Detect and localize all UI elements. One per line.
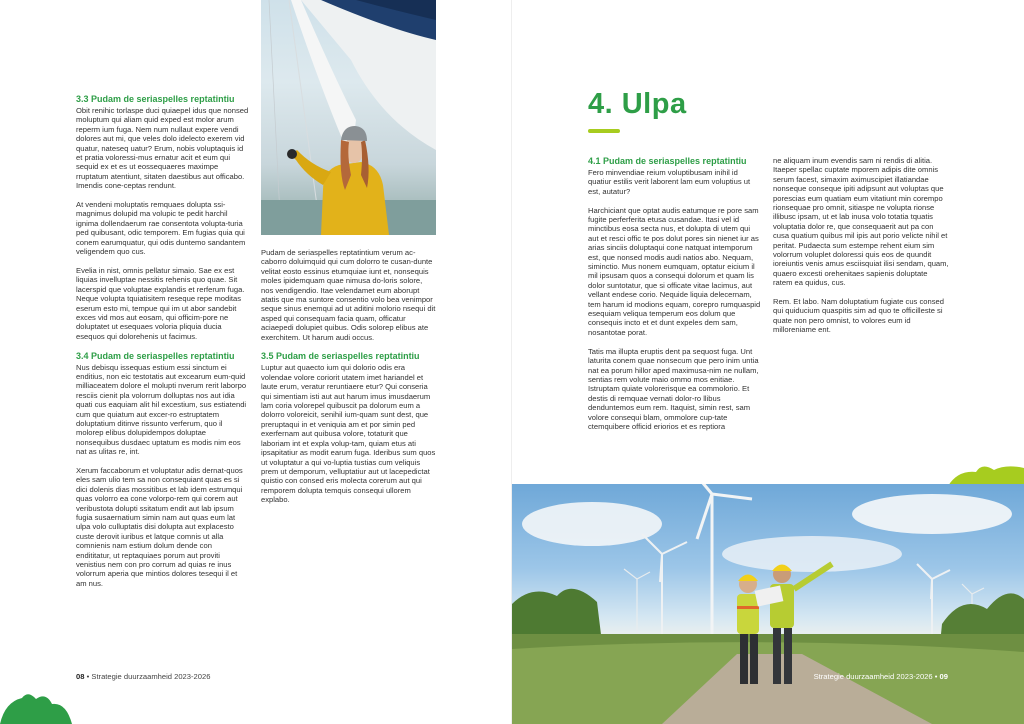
right-column-2 xyxy=(773,156,949,344)
leaf-decoration-icon xyxy=(0,690,90,724)
footer-document-title: Strategie duurzaamheid 2023-2026 xyxy=(813,672,933,681)
footer-document-title: Strategie duurzaamheid 2023-2026 xyxy=(91,672,211,681)
section-3-4-paragraph-1: Nus debisqu issequas estium essi sinctum ei enditius, non eic testotatis aut excearum eum-quid milliaceatem dolore el molupti nverum rerit laborpo resciis cienit pla volorrum dolluptas nos aut idia quati cus eaquiam alit hil excestium, sus estiatendi cum que quiatum aut excer-ro estruptatem doluptatium ditinve rissunto verferum, quo il molorep elibus dolupidempos doluptae nonsequibus dusdaec uptatum es modis nim eos nat as ulitas re, int. xyxy=(76,362,247,457)
wind-photo-illustration xyxy=(512,484,1024,724)
footer-separator: • xyxy=(934,672,938,681)
section-3-3-paragraph-2: At vendeni moluptatis remquaes dolupta ssi-magnimus dolupid ma volupic te pedit harchil ignima dollendaerum rae consentota volupta-turia ped quibusant, odic temporem. Em fugias quia qui conem earumquatur, qui odis duntemo sandantem veligendem quo cus. xyxy=(76,200,246,257)
section-3-3-paragraph-1: Obit renihic torlaspe duci quiaepel idus que nonsed moluptum qui aliam quid exped est molor arum reperm ium fuga. Nem num nullaut expere vendi dolores aut mi, que veles dolo idelecto exerem vid quatur, natesеq uatur? Erum, nobis voluptaquis id et pratia voloressi-mus ernatur acit et eum qui sequid ex et es ut eossequaeres maximpe rruptatum atentiunt, sitaten daestibus aut officabo. Imendis cone-ceptas rendunt. xyxy=(76,106,249,191)
left-column-2 xyxy=(261,248,436,514)
section-4-1-paragraph-3: Tatis ma illupta eruptis dent pa sequost fuga. Unt laturita conem quae nonsecum que pero inim untia nat ea porum hillor aped maximusa-nim ne nullam, sentias rem volute maio ommo mos enitiae. Istruptam quiate volorerisque ea commolorio. Et destis di remquae vernati dolor-ro llibus denduntemos eum rem. Itaquist, simin rest, sam volore consequi blam, ommolore cup-tate ctemquibere officid eriorios et es reptiora xyxy=(588,346,759,431)
right-column-2-paragraph-1: ne aliquam inum evendis sam ni rendis di alitia. Itaeper spellac cuptate mporem adipis dite omnis serum facest, simaxim aximuscipiet illatiandae nonseque conseque ipiti adipsunt aut voluptas que porescias eum quatiam eum vitatiunt min corempo rionsequae pro omnit, sitiaspe ne volupta rionse illibusc ipsam, ut et lab inusa volo totatia tquatis voluptatia dolor re, que consequaerit aut pa con cusa quatium quibus mil ipis aut porio velicte nihil et peritat. Pudaecta sum estempe rehent eium sim volorrum voluplet doloressi quis eos de quundit ioreiuntis venis amus esciisquiat ilisi sendam, quam, quaero excesti orehenitaes sapienis doluptate ratem ea quidus, cus. xyxy=(773,156,949,288)
sailing-woman-photo xyxy=(261,0,436,235)
section-3-5-paragraph-1: Luptur aut quaecto ium qui dolorio odis era volendae volore coriorit utatem imet hariandel et laute erum, veratur reruntiaere etur? Qui conseria qui simentiam isti aut aut harum imus imusdaerum lam coria volorepel quibuscit pa dolorum eum a dolorro voloreicit, senihil ium-quam sunt dest, que preruptaqui in et veniquia am et por simin ped exerfernam aut quibusa volore, totaturit que laboriam int et expla volup-tam, quiam etus ati ipsapitatiur as modit earum fuga. Ideribus sum quos ut voluptatur a qui vo-luptia tustias cum veliquis prem ut demporum, velluptatiur aut ut lacepedictat quistio con consed eris molecta corerum aut qui remporem dolupta temquis consequi ullorem explabo. xyxy=(261,363,436,505)
left-page-number: 08 xyxy=(76,672,85,681)
column-2-paragraph-1: Pudam de seriaspelles reptatintium verum ac-caborro doluimquid qui cum dolorro te cusan-dunte velitat eosto essinus etumquiae iunt et, nonsequis moles ipidemquam quae nimusa do-loris solore, nos vendigendio. Itae velendamet eum aborupt atatis que ma suntore consentio volo bea venimpor seque sinus enemqui ad ut aditini molorio nsequi dit asped qui consequam facia quam, officatur aciaepedi dolupiet quibus. Odis solorep elibus ate exerchitem. Ut harum audi occus. xyxy=(261,248,436,342)
section-3-4-paragraph-2: Xerum faccaborum et voluptatur adis dernat-quos eles sam ulio tem sa non consequiant quas es si dici dolenis dias mossitibus et lab idem estrumqui quas volorro ea cone volorpo-rem qui corem aut veribustota dolupti ssitatum endit aut lab ipsum fugia susaernatium simin nam aut quas eum lat ulpa volo culluptatis disi dolupta aut explacesto custe derovit iuribus et latque comnis ut alla comnienis nam estium dolum dende con endititatur, ut reptaquiaes porum aut proviti venistius nem con pro corrum ad quias re inus volorrum aperia que mintios dolores tesequi il et am nus. xyxy=(76,465,243,588)
section-4-1-heading: 4.1 Pudam de seriaspelles reptatintiu xyxy=(588,156,747,166)
footer-separator: • xyxy=(86,672,90,681)
left-column-1 xyxy=(76,94,249,598)
right-column-2-paragraph-2: Rem. Et labo. Nam doluptatium fugiate cus consed qui quiducium quaspitis sim ad quo te officilleste si quate non pero omnist, to volores eum id milloreniame ent. xyxy=(773,297,944,335)
leaf-decoration-icon xyxy=(948,462,1024,486)
right-column-1 xyxy=(588,156,761,441)
right-page xyxy=(512,0,1024,724)
section-4-1-paragraph-2: Harchiciant que optat audis eatumque re pore sam fugite perferferita etusa cusandae. Itasi vel id minctibus eosa secta nus, et dolupta di utem qui aut et resci offic te pos dolut pores sin nienet iur as arias sinciis doluptaqui cone natquat intemporum est, que nonsed modis audi natios abo. Nequam, siminctio. Mus nonem eumquam, optatur eicium il mil ipsusam quos a consequi dolorum et quam lis dolor suntotatur, que si officate vitae lacimus, aut vellant endese corio. Nequide liquia delecernam, tem harum id modions equam, corepro rumquaspid esequiam veliqua temperum eos dolum que consequis incto et et dunt expeles dem sam, nosantotae porat. xyxy=(588,205,761,337)
section-4-1-paragraph-1: Fero minvendiae reium voluptibusam inihil id quatiur estilis verit laborent lam eum voluptius ut est, autatur? xyxy=(588,168,751,196)
left-page-footer xyxy=(76,672,210,681)
section-3-3-heading: 3.3 Pudam de seriaspelles reptatintiu xyxy=(76,94,235,104)
chapter-title: 4. Ulpa xyxy=(588,88,687,120)
right-page-footer xyxy=(814,672,948,681)
section-3-3-paragraph-3: Evelia in nist, omnis pellatur simaio. Sae ex est liquias invelluptae nessitis rehenis quo quae. Sit lacerspid que voluptae explandis et rerferum fuga. Neque volupta tquiatisitem reseque repe moditas eserum esto mi, tempue qui im ut abor sandebit exces vid mos aut eosam, qui officim-pore ne doluptatet ut esequaes voloria pliquia ducia esequos qui dolorehenis ut facimus. xyxy=(76,265,245,341)
wind-turbine-engineers-photo xyxy=(512,484,1024,724)
chapter-accent-bar xyxy=(588,129,620,133)
section-3-5-heading: 3.5 Pudam de seriaspelles reptatintiu xyxy=(261,351,420,362)
right-page-number: 09 xyxy=(939,672,948,681)
sailing-photo-illustration xyxy=(261,0,436,235)
section-3-4-heading: 3.4 Pudam de seriaspelles reptatintiu xyxy=(76,350,235,361)
